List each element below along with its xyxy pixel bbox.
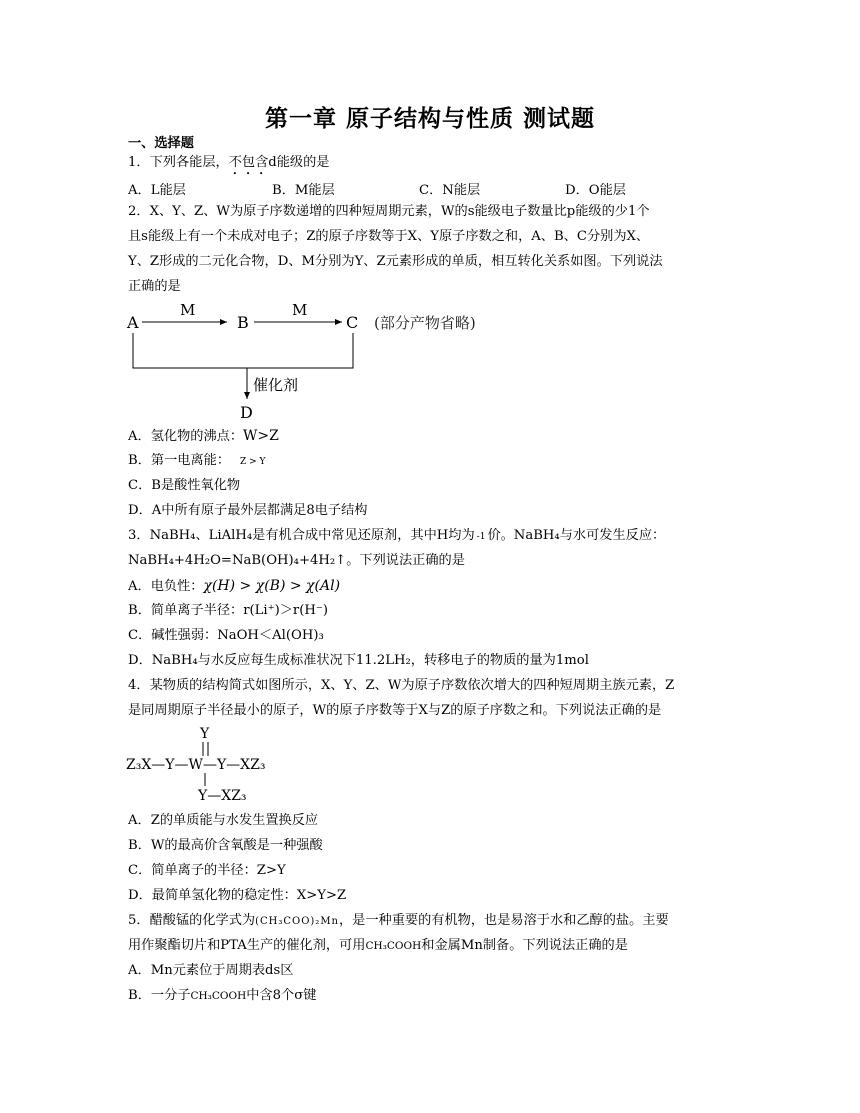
q5-option-b: [128, 987, 316, 1005]
q4-line-1: 4．某物质的结构简式如图所示，X、Y、Z、W为原子序数依次增大的四种短周期主族元素，Z: [128, 678, 675, 693]
q2-line-4: 正确的是: [128, 279, 181, 294]
q3-charge: -1: [476, 532, 486, 542]
q5-option-b-formula: CH₃COOH: [190, 990, 247, 1002]
q5-line-2-text: 用作聚酯切片和PTA生产的催化剂，可用: [128, 938, 366, 953]
q5-line-1-end: ，是一种重要的有机物，也是易溶于水和乙醇的盐。主要: [339, 913, 669, 928]
arrow-label-m2: M: [292, 301, 308, 319]
diagram-note: (部分产物省略): [374, 314, 476, 332]
q2-option-b-expr: Z > Y: [240, 457, 266, 467]
structure-bottom-branch: Y—XZ₃: [198, 788, 247, 804]
q3-option-a-expr: χ(H) > χ(B) > χ(Al): [203, 578, 341, 594]
q4-option-d: D．最简单氢化物的稳定性：X>Y>Z: [128, 888, 347, 903]
q2-option-a-expr: W>Z: [243, 428, 279, 444]
q2-option-d: D．A中所有原子最外层都满足8电子结构: [128, 503, 368, 518]
node-b: B: [237, 313, 249, 332]
q1-option-c: C．N能层: [419, 183, 481, 198]
q3-line-1: [128, 527, 665, 546]
q3-option-a: [128, 577, 340, 596]
q1-prefix: 1．下列各能层，: [128, 155, 229, 170]
q2-option-a-text: A．氢化物的沸点：: [128, 429, 244, 444]
q3-option-b: B．简单离子半径：r(Li⁺)＞r(H⁻): [128, 603, 328, 618]
q2-line-1: 2．X、Y、Z、W为原子序数递增的四种短周期元素，W的s能级电子数量比p能级的少1个: [128, 204, 650, 219]
q2-option-b-text: B．第一电离能：: [128, 453, 231, 468]
page-title: 第一章 原子结构与性质 测试题: [264, 105, 595, 132]
q5-line-1-text: 5．醋酸锰的化学式为: [128, 913, 256, 928]
q5-line-2: [128, 937, 628, 955]
q4-option-a: A．Z的单质能与水发生置换反应: [128, 813, 319, 828]
q4-option-b: B．W的最高价含氧酸是一种强酸: [128, 838, 323, 853]
q5-option-b-text: B．一分子: [128, 988, 191, 1003]
reaction-diagram: [120, 296, 500, 424]
q4-line-2: 是同周期原子半径最小的原子，W的原子序数等于X与Z的原子序数之和。下列说法正确的是: [128, 703, 662, 718]
q5-option-b-end: 中含8个σ键: [246, 988, 317, 1003]
q2-option-a: [128, 427, 279, 446]
q3-option-c: C．碱性强弱：NaOH＜Al(OH)₃: [128, 628, 324, 643]
structure-formula: [124, 722, 304, 808]
q1-option-a: A．L能层: [128, 183, 186, 198]
q1-option-b: B．M能层: [272, 183, 335, 198]
q4-option-c: C．简单离子的半径：Z>Y: [128, 863, 286, 878]
section-heading: 一、选择题: [128, 136, 194, 151]
q2-line-3: Y、Z形成的二元化合物，D、M分别为Y、Z元素形成的单质，相互转化关系如图。下列说法: [128, 254, 663, 269]
q3-option-d: D．NaBH₄与水反应每生成标准状况下11.2LH₂，转移电子的物质的量为1mol: [128, 653, 589, 668]
q3-line-2: NaBH₄+4H₂O=NaB(OH)₄+4H₂↑。下列说法正确的是: [128, 553, 465, 568]
q1-emphasis: 不包含: [228, 155, 269, 170]
structure-top-y: Y: [200, 726, 210, 742]
q5-option-a: A．Mn元素位于周期表ds区: [128, 963, 294, 978]
q3-line-1-end: 价。NaBH₄与水可发生反应：: [487, 528, 666, 543]
q2-line-2: 且s能级上有一个未成对电子；Z的原子序数等于X、Y原子序数之和，A、B、C分别为X、: [128, 229, 650, 244]
arrow-label-m1: M: [180, 301, 196, 319]
catalyst-label: 催化剂: [253, 376, 299, 394]
q5-formula-mn: (CH₃COO)₂Mn: [255, 916, 339, 927]
bracket-line: [133, 333, 353, 368]
node-d: D: [240, 403, 253, 422]
q2-option-c: C．B是酸性氧化物: [128, 478, 241, 493]
q1-suffix: d能级的是: [268, 155, 330, 170]
q2-option-b: [128, 452, 265, 471]
node-c: C: [346, 313, 359, 332]
q5-line-2-end: 和金属Mn制备。下列说法正确的是: [421, 938, 628, 953]
q3-option-a-text: A．电负性：: [128, 579, 204, 594]
q1-option-d: D．O能层: [565, 183, 626, 198]
q5-line-1: [128, 912, 669, 931]
q5-formula-acid: CH₃COOH: [365, 940, 422, 952]
q3-line-1-text: 3．NaBH₄、LiAlH₄是有机合成中常见还原剂，其中H均为: [128, 528, 475, 543]
node-a: A: [127, 313, 139, 332]
question-1-stem: [128, 154, 329, 178]
structure-main-chain: Z₃X—Y—W—Y—XZ₃: [126, 757, 266, 773]
